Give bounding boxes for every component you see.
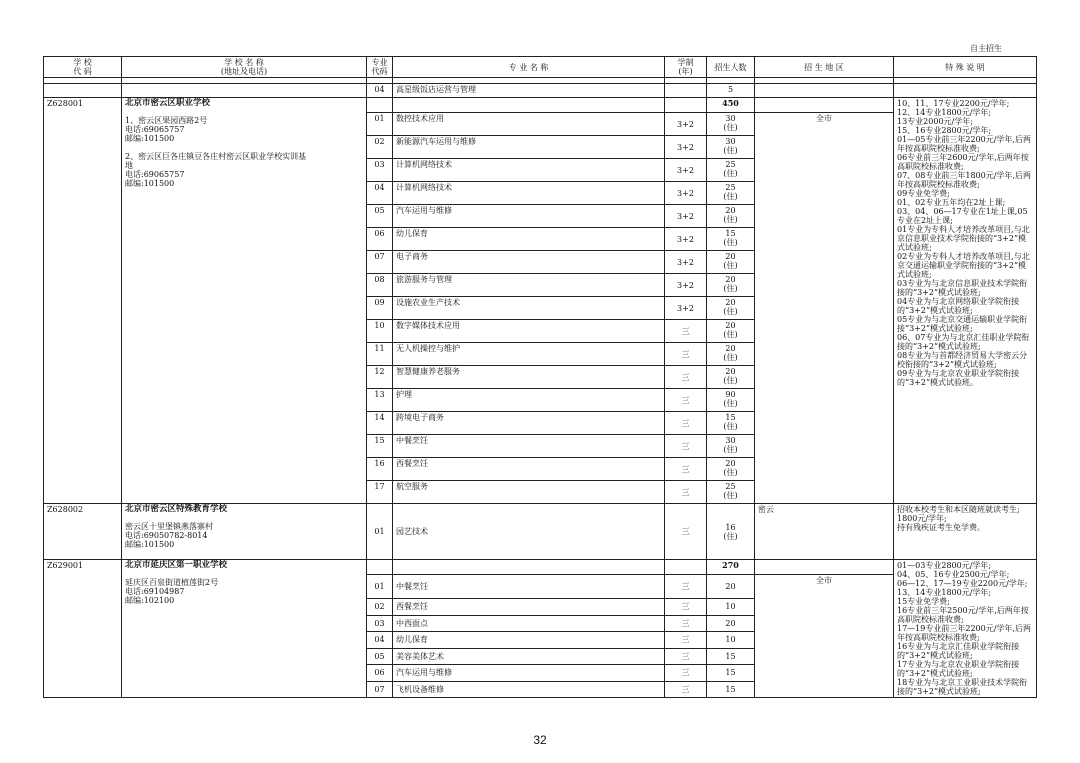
total-blank-code [367,560,393,575]
school-info-line: 电话:69050782-8014 [125,531,208,540]
major-duration: 3+2 [665,228,707,251]
note-line: 13专业2000元/学年; [897,117,973,126]
major-name: 西餐烹饪 [393,599,665,616]
note-line: 09专业免学费; [897,189,950,198]
major-code: 02 [367,136,393,159]
major-count [707,648,755,665]
major-code: 08 [367,274,393,297]
school-info-line [125,143,363,152]
major-duration: 三 [665,575,707,599]
header-region: 招 生 地 区 [755,57,894,78]
special-notes [894,98,1037,504]
major-name: 设施农业生产技术 [393,297,665,320]
major-code: 13 [367,389,393,412]
major-code: 07 [367,251,393,274]
note-line: 06专业前三年2600元/学年,后两年按高职院校标准收费; [897,153,1029,171]
major-name: 数字媒体技术应用 [393,320,665,343]
major-boarding: (住) [723,491,738,500]
top-count: 5 [707,84,755,98]
major-name: 电子商务 [393,251,665,274]
major-count-value: 20 [725,459,736,468]
major-code: 01 [367,575,393,599]
major-duration: 3+2 [665,251,707,274]
major-boarding: (住) [723,399,738,408]
major-count [707,681,755,698]
school-total: 450 [707,98,755,113]
major-code: 05 [367,648,393,665]
major-name: 中西面点 [393,615,665,632]
header-row [44,57,1037,78]
school-cell [122,98,367,504]
major-duration: 三 [665,665,707,682]
major-code: 07 [367,681,393,698]
major-count [707,575,755,599]
note-line: 1800元/学年; [897,514,947,523]
note-line: 04、05、16专业2500元/学年; [897,570,1010,579]
major-count-value: 15 [725,229,736,238]
major-count-value: 16 [725,522,736,532]
major-boarding: (住) [723,422,738,431]
header-duration: 学制 (年) [665,57,707,78]
top-row [44,84,1037,98]
note-line: 06、07专业为与北京汇佳职业学院衔接的“3+2”模式试验班; [897,333,1030,351]
major-count [707,435,755,458]
school-info-line: 电话:69104987 [125,587,185,596]
major-code: 05 [367,205,393,228]
special-notes [894,560,1037,698]
major-code: 04 [367,182,393,205]
major-name: 数控技术应用 [393,113,665,136]
major-count [707,458,755,481]
note-line: 04专业为与北京网络职业学院衔接的“3+2”模式试验班; [897,297,1020,315]
major-boarding: (住) [723,307,738,316]
major-boarding: (住) [723,284,738,293]
major-boarding: (住) [723,261,738,270]
major-count [707,274,755,297]
school-total-row [44,560,1037,575]
admission-table [43,56,1037,698]
note-line: 17—19专业前三年2200元/学年,后两年按高职院校标准收费; [897,624,1031,642]
major-row [44,504,1037,560]
major-name: 无人机操控与维护 [393,343,665,366]
major-count [707,343,755,366]
major-count [707,159,755,182]
school-total-row [44,98,1037,113]
major-count-value: 30 [725,137,736,146]
major-count [707,205,755,228]
note-line: 05专业为与北京交通运输职业学院衔接“3+2”模式试验班; [897,315,1028,333]
total-blank-name [393,560,665,575]
major-code: 11 [367,343,393,366]
major-name: 新能源汽车运用与维修 [393,136,665,159]
major-code: 12 [367,366,393,389]
major-code: 06 [367,665,393,682]
major-duration: 三 [665,435,707,458]
note-line: 16专业为与北京汇佳职业学院衔接的“3+2”模式试验班; [897,642,1020,660]
note-line: 09专业为与北京农业职业学院衔接的“3+2”模式试验班。 [897,369,1020,387]
major-boarding: (住) [723,468,738,477]
school-gap [125,514,363,522]
corner-label: 自主招生 [970,44,1002,53]
major-count-value: 20 [725,618,736,628]
top-major-code: 04 [367,84,393,98]
note-line: 17专业为与北京农业职业学院衔接的“3+2”模式试验班; [897,660,1020,678]
major-code: 14 [367,412,393,435]
major-name: 智慧健康养老服务 [393,366,665,389]
school-info-line: 电话:69065757 [125,170,185,179]
major-count [707,297,755,320]
header-school-name: 学 校 名 称 (地址及电话) [122,57,367,78]
major-name: 计算机网络技术 [393,182,665,205]
note-line: 15专业免学费; [897,597,950,606]
major-count [707,412,755,435]
school-name: 北京市密云区特殊教育学校 [125,504,228,514]
note-line: 01—03专业2800元/学年; [897,561,992,570]
header-notes: 特 殊 说 明 [894,57,1037,78]
major-count [707,481,755,504]
major-duration: 3+2 [665,274,707,297]
major-boarding: (住) [723,192,738,201]
school-info-line: 1、密云区果园西路2号 [125,116,208,125]
major-code: 01 [367,504,393,560]
major-count [707,615,755,632]
note-line: 12、14专业1800元/学年; [897,108,992,117]
major-name: 跨境电子商务 [393,412,665,435]
major-count [707,599,755,616]
major-code: 15 [367,435,393,458]
major-count [707,504,755,560]
major-code: 10 [367,320,393,343]
major-count [707,366,755,389]
school-info-line: 地 [125,161,133,170]
major-boarding: (住) [723,445,738,454]
school-code: Z628001 [44,98,122,504]
major-code: 04 [367,632,393,649]
major-boarding: (住) [723,531,738,541]
major-name: 飞机设备维修 [393,681,665,698]
major-count-value: 15 [725,668,736,678]
school-name: 北京市密云区职业学校 [125,98,211,108]
major-name: 汽车运用与维修 [393,665,665,682]
major-name: 幼儿保育 [393,228,665,251]
school-total: 270 [707,560,755,575]
note-line: 07、08专业前三年1800元/学年,后两年按高职院校标准收费; [897,171,1031,189]
note-line: 持有残疾证考生免学费。 [897,523,985,532]
major-code: 09 [367,297,393,320]
note-line: 01—05专业前三年2200元/学年,后两年按高职院校标准收费; [897,135,1031,153]
major-duration: 三 [665,320,707,343]
region: 密云 [755,504,894,560]
major-count-value: 30 [725,436,736,445]
major-duration: 三 [665,632,707,649]
major-count-value: 10 [725,602,736,612]
major-count-value: 20 [725,367,736,376]
major-count [707,182,755,205]
note-line: 16专业前三年2500元/学年,后两年按高职院校标准收费; [897,606,1029,624]
major-code: 06 [367,228,393,251]
major-count [707,228,755,251]
major-duration: 三 [665,681,707,698]
header-major-code: 专业 代码 [367,57,393,78]
major-name: 西餐烹饪 [393,458,665,481]
major-code: 03 [367,615,393,632]
major-name: 护理 [393,389,665,412]
header-school-code: 学 校 代 码 [44,57,122,78]
major-count-value: 20 [725,206,736,215]
major-boarding: (住) [723,215,738,224]
major-count-value: 20 [725,344,736,353]
major-count [707,320,755,343]
major-code: 17 [367,481,393,504]
note-line: 招收本校考生和本区随班就读考生; [897,505,1020,514]
major-duration: 三 [665,412,707,435]
major-boarding: (住) [723,123,738,132]
major-count-value: 10 [725,635,736,645]
major-name: 中餐烹饪 [393,435,665,458]
major-boarding: (住) [723,353,738,362]
major-name: 汽车运用与维修 [393,205,665,228]
top-major-name: 高星级饭店运营与管理 [393,84,665,98]
region-blank [755,98,894,113]
note-line: 01专业为专科人才培养改革项目,与北京信息职业技术学院衔接的“3+2”模式试验班; [897,225,1030,252]
major-name: 园艺技术 [393,504,665,560]
major-count-value: 20 [725,252,736,261]
major-code: 02 [367,599,393,616]
note-line: 03、04、06—17专业在1址上课,05专业在2址上课; [897,207,1028,225]
note-line: 08专业为与首都经济贸易大学密云分校衔接的“3+2”模式试验班; [897,351,1028,369]
special-notes [894,504,1037,560]
school-info-line: 2、密云区巨各庄镇豆各庄村密云区职业学校实训基 [125,152,307,161]
major-name: 计算机网络技术 [393,159,665,182]
major-boarding: (住) [723,330,738,339]
major-code: 16 [367,458,393,481]
major-count-value: 30 [725,114,736,123]
total-blank-dur [665,560,707,575]
major-boarding: (住) [723,376,738,385]
major-count-value: 20 [725,582,736,591]
school-info-line: 邮编:101500 [125,134,175,143]
major-duration: 三 [665,458,707,481]
major-duration: 3+2 [665,297,707,320]
major-count [707,251,755,274]
major-duration: 三 [665,615,707,632]
major-name: 旅游服务与管理 [393,274,665,297]
note-line: 15、16专业2800元/学年; [897,126,992,135]
school-cell [122,560,367,698]
major-duration: 三 [665,366,707,389]
major-count-value: 20 [725,275,736,284]
major-duration: 3+2 [665,136,707,159]
note-line: 01、02专业五年均在2址上课; [897,198,1006,207]
region: 全市 [755,575,894,698]
header-major-name: 专 业 名 称 [393,57,665,78]
major-name: 美容美体艺术 [393,648,665,665]
header-enroll: 招生人数 [707,57,755,78]
note-line: 10、11、17专业2200元/学年; [897,99,1010,108]
page-number: 32 [533,733,547,747]
major-duration: 三 [665,343,707,366]
school-info-line: 邮编:101500 [125,179,175,188]
note-line: 13、14专业1800元/学年; [897,588,992,597]
major-duration: 三 [665,648,707,665]
school-info-line: 密云区十里堡镇燕落寨村 [125,522,213,531]
major-count-value: 20 [725,321,736,330]
major-duration: 3+2 [665,182,707,205]
major-count [707,113,755,136]
note-line: 06—12、17—19专业2200元/学年; [897,579,1028,588]
major-count-value: 90 [725,390,736,399]
school-gap [125,570,363,578]
major-count-value: 15 [725,684,736,694]
school-gap [125,108,363,116]
school-info-line: 邮编:102100 [125,596,175,605]
major-duration: 三 [665,389,707,412]
major-count-value: 25 [725,160,736,169]
major-code: 01 [367,113,393,136]
school-name: 北京市延庆区第一职业学校 [125,560,228,570]
note-line: 02专业为专科人才培养改革项目,与北京交通运输职业学院衔接的“3+2”模式试验班; [897,252,1030,279]
major-duration: 三 [665,599,707,616]
major-duration: 3+2 [665,159,707,182]
major-count [707,389,755,412]
school-info-line: 延庆区百泉街道植莲街2号 [125,578,219,587]
school-code: Z629001 [44,560,122,698]
major-duration: 3+2 [665,113,707,136]
major-duration: 3+2 [665,205,707,228]
region-blank [755,560,894,575]
major-duration: 三 [665,504,707,560]
major-duration: 三 [665,481,707,504]
major-count [707,632,755,649]
major-count [707,136,755,159]
major-count-value: 20 [725,298,736,307]
major-count-value: 25 [725,183,736,192]
major-boarding: (住) [723,169,738,178]
school-info-line: 电话:69065757 [125,125,185,134]
major-boarding: (住) [723,146,738,155]
note-line: 18专业为与北京工业职业技术学院衔接的“3+2”模式试验班; [897,678,1028,696]
major-name: 航空服务 [393,481,665,504]
major-count-value: 25 [725,482,736,491]
school-code: Z628002 [44,504,122,560]
major-count-value: 15 [725,651,736,661]
total-blank-name [393,98,665,113]
major-name: 幼儿保育 [393,632,665,649]
total-blank-code [367,98,393,113]
school-cell [122,504,367,560]
major-code: 03 [367,159,393,182]
major-name: 中餐烹饪 [393,575,665,599]
major-count [707,665,755,682]
school-info-line: 邮编:101500 [125,540,175,549]
major-count-value: 15 [725,413,736,422]
major-boarding: (住) [723,238,738,247]
total-blank-dur [665,98,707,113]
note-line: 03专业为与北京信息职业技术学院衔接的“3+2”模式试验班; [897,279,1028,297]
region: 全市 [755,113,894,504]
